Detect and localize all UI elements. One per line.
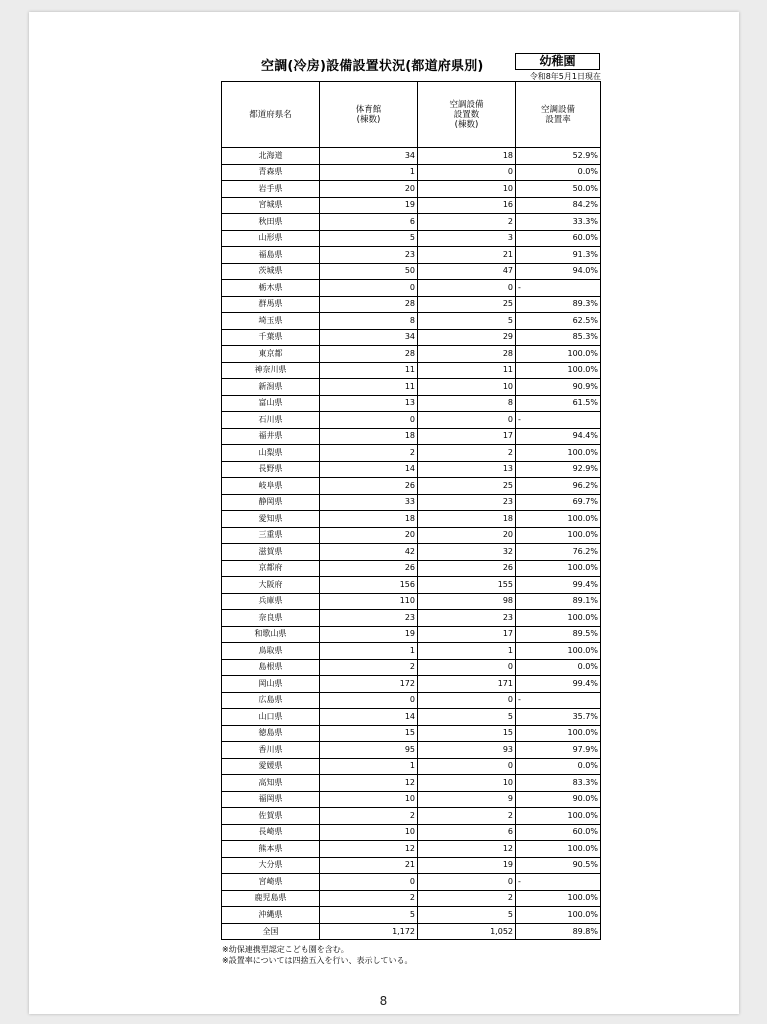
cell-gym: 11 — [320, 379, 418, 396]
header-ac-rate: 空調設備 設置率 — [516, 82, 601, 148]
cell-gym: 33 — [320, 494, 418, 511]
cell-ac-rate: - — [516, 280, 601, 297]
cell-gym: 26 — [320, 478, 418, 495]
cell-ac-rate: 100.0% — [516, 643, 601, 660]
table-row — [222, 527, 601, 544]
cell-ac-count: 8 — [418, 395, 516, 412]
cell-ac-count: 25 — [418, 478, 516, 495]
cell-ac-rate: 33.3% — [516, 214, 601, 231]
cell-ac-count: 17 — [418, 428, 516, 445]
cell-ac-rate: 89.1% — [516, 593, 601, 610]
footnotes — [222, 944, 413, 966]
cell-prefecture: 愛知県 — [222, 511, 320, 528]
table-row — [222, 329, 601, 346]
cell-ac-rate: 100.0% — [516, 907, 601, 924]
cell-ac-count: 6 — [418, 824, 516, 841]
header-prefecture: 都道府県名 — [222, 82, 320, 148]
cell-gym: 28 — [320, 296, 418, 313]
table-row — [222, 362, 601, 379]
table-row — [222, 263, 601, 280]
table-row — [222, 874, 601, 891]
cell-gym: 18 — [320, 428, 418, 445]
cell-prefecture: 福井県 — [222, 428, 320, 445]
cell-prefecture: 三重県 — [222, 527, 320, 544]
cell-ac-count: 18 — [418, 511, 516, 528]
cell-prefecture: 鳥取県 — [222, 643, 320, 660]
cell-prefecture: 宮崎県 — [222, 874, 320, 891]
cell-gym: 19 — [320, 197, 418, 214]
cell-ac-count: 11 — [418, 362, 516, 379]
cell-ac-rate: 52.9% — [516, 148, 601, 165]
cell-ac-rate: 84.2% — [516, 197, 601, 214]
table-row — [222, 445, 601, 462]
cell-ac-count: 2 — [418, 445, 516, 462]
cell-prefecture: 富山県 — [222, 395, 320, 412]
table-row — [222, 709, 601, 726]
table-row — [222, 296, 601, 313]
cell-ac-count: 20 — [418, 527, 516, 544]
cell-ac-rate: 89.3% — [516, 296, 601, 313]
cell-gym: 2 — [320, 890, 418, 907]
cell-prefecture: 茨城県 — [222, 263, 320, 280]
table-row — [222, 676, 601, 693]
cell-ac-count: 5 — [418, 709, 516, 726]
cell-prefecture: 高知県 — [222, 775, 320, 792]
cell-ac-count: 12 — [418, 841, 516, 858]
cell-gym: 0 — [320, 692, 418, 709]
table-row — [222, 692, 601, 709]
cell-ac-count: 0 — [418, 692, 516, 709]
cell-prefecture: 福島県 — [222, 247, 320, 264]
cell-prefecture: 山口県 — [222, 709, 320, 726]
cell-gym: 19 — [320, 626, 418, 643]
cell-ac-rate: 90.9% — [516, 379, 601, 396]
cell-ac-count: 9 — [418, 791, 516, 808]
cell-gym: 10 — [320, 824, 418, 841]
cell-gym: 0 — [320, 412, 418, 429]
cell-ac-count: 15 — [418, 725, 516, 742]
cell-gym: 10 — [320, 791, 418, 808]
cell-prefecture: 山梨県 — [222, 445, 320, 462]
table-row — [222, 890, 601, 907]
cell-ac-count: 5 — [418, 313, 516, 330]
cell-prefecture: 岩手県 — [222, 181, 320, 198]
cell-ac-rate: 60.0% — [516, 824, 601, 841]
cell-prefecture: 青森県 — [222, 164, 320, 181]
cell-ac-count: 0 — [418, 874, 516, 891]
table-row — [222, 857, 601, 874]
cell-gym: 15 — [320, 725, 418, 742]
cell-ac-count: 98 — [418, 593, 516, 610]
table-row — [222, 395, 601, 412]
cell-gym: 26 — [320, 560, 418, 577]
cell-gym: 2 — [320, 445, 418, 462]
header-gym: 体育館 (棟数) — [320, 82, 418, 148]
cell-prefecture: 香川県 — [222, 742, 320, 759]
table-row — [222, 511, 601, 528]
cell-ac-count: 1 — [418, 643, 516, 660]
cell-ac-count: 23 — [418, 610, 516, 627]
cell-prefecture: 愛媛県 — [222, 758, 320, 775]
table-row — [222, 428, 601, 445]
cell-ac-count: 28 — [418, 346, 516, 363]
cell-gym: 42 — [320, 544, 418, 561]
cell-ac-rate: 100.0% — [516, 610, 601, 627]
cell-prefecture: 埼玉県 — [222, 313, 320, 330]
cell-prefecture: 石川県 — [222, 412, 320, 429]
cell-gym: 0 — [320, 280, 418, 297]
table-row — [222, 214, 601, 231]
total-row — [222, 923, 601, 939]
table-row — [222, 544, 601, 561]
cell-prefecture: 奈良県 — [222, 610, 320, 627]
cell-gym: 110 — [320, 593, 418, 610]
cell-ac-count: 3 — [418, 230, 516, 247]
cell-gym: 20 — [320, 181, 418, 198]
cell-prefecture: 熊本県 — [222, 841, 320, 858]
cell-ac-rate: 62.5% — [516, 313, 601, 330]
cell-prefecture: 鹿児島県 — [222, 890, 320, 907]
cell-ac-count: 0 — [418, 412, 516, 429]
page-number: 8 — [379, 994, 388, 1008]
cell-ac-rate: 50.0% — [516, 181, 601, 198]
table-row — [222, 643, 601, 660]
cell-gym: 95 — [320, 742, 418, 759]
cell-gym: 156 — [320, 577, 418, 594]
cell-ac-rate: 85.3% — [516, 329, 601, 346]
cell-prefecture: 秋田県 — [222, 214, 320, 231]
cell-ac-count: 10 — [418, 775, 516, 792]
cell-ac-count: 0 — [418, 659, 516, 676]
cell-ac-count: 23 — [418, 494, 516, 511]
cell-ac-rate: 0.0% — [516, 659, 601, 676]
cell-ac-count: 5 — [418, 907, 516, 924]
cell-prefecture: 岡山県 — [222, 676, 320, 693]
cell-gym: 5 — [320, 907, 418, 924]
table-row — [222, 725, 601, 742]
cell-ac-count: 25 — [418, 296, 516, 313]
cell-ac-count: 2 — [418, 214, 516, 231]
cell-ac-rate: 100.0% — [516, 808, 601, 825]
table-row — [222, 181, 601, 198]
table-header-row — [222, 82, 601, 148]
cell-gym: 34 — [320, 148, 418, 165]
cell-gym: 2 — [320, 808, 418, 825]
cell-gym: 14 — [320, 709, 418, 726]
cell-ac-count: 17 — [418, 626, 516, 643]
cell-prefecture: 神奈川県 — [222, 362, 320, 379]
cell-ac-rate: 90.5% — [516, 857, 601, 874]
cell-gym: 12 — [320, 841, 418, 858]
cell-prefecture: 兵庫県 — [222, 593, 320, 610]
cell-ac-rate: 97.9% — [516, 742, 601, 759]
cell-prefecture: 京都府 — [222, 560, 320, 577]
cell-gym: 13 — [320, 395, 418, 412]
table-body — [222, 148, 601, 924]
cell-ac-count: 19 — [418, 857, 516, 874]
cell-prefecture: 大阪府 — [222, 577, 320, 594]
cell-ac-count: 10 — [418, 181, 516, 198]
cell-prefecture: 静岡県 — [222, 494, 320, 511]
header-ac-count: 空調設備 設置数 (棟数) — [418, 82, 516, 148]
page-title: 空調(冷房)設備設置状況(都道府県別) — [261, 59, 484, 74]
table-row — [222, 659, 601, 676]
cell-prefecture: 福岡県 — [222, 791, 320, 808]
cell-ac-count: 13 — [418, 461, 516, 478]
cell-prefecture: 長野県 — [222, 461, 320, 478]
cell-ac-rate: 100.0% — [516, 511, 601, 528]
cell-prefecture: 宮城県 — [222, 197, 320, 214]
cell-ac-rate: - — [516, 692, 601, 709]
cell-gym: 50 — [320, 263, 418, 280]
table-row — [222, 758, 601, 775]
cell-ac-count: 0 — [418, 164, 516, 181]
cell-gym: 5 — [320, 230, 418, 247]
table-row — [222, 197, 601, 214]
cell-ac-rate: 76.2% — [516, 544, 601, 561]
cell-ac-rate: 35.7% — [516, 709, 601, 726]
cell-prefecture: 大分県 — [222, 857, 320, 874]
cell-prefecture: 千葉県 — [222, 329, 320, 346]
cell-prefecture: 和歌山県 — [222, 626, 320, 643]
table-row — [222, 907, 601, 924]
cell-gym: 21 — [320, 857, 418, 874]
cell-gym: 1 — [320, 164, 418, 181]
footnote: ※設置率については四捨五入を行い、表示している。 — [222, 956, 413, 965]
cell-prefecture: 沖縄県 — [222, 907, 320, 924]
cell-ac-count: 32 — [418, 544, 516, 561]
table-row — [222, 593, 601, 610]
cell-ac-rate: 69.7% — [516, 494, 601, 511]
cell-gym: 2 — [320, 659, 418, 676]
cell-ac-count: 171 — [418, 676, 516, 693]
cell-gym: 12 — [320, 775, 418, 792]
footnote: ※幼保連携型認定こども園を含む。 — [222, 945, 349, 954]
table-row — [222, 148, 601, 165]
cell-prefecture: 滋賀県 — [222, 544, 320, 561]
table-row — [222, 280, 601, 297]
cell-gym: 11 — [320, 362, 418, 379]
cell-ac-rate: - — [516, 412, 601, 429]
table-row — [222, 824, 601, 841]
cell-prefecture: 岐阜県 — [222, 478, 320, 495]
cell-prefecture: 栃木県 — [222, 280, 320, 297]
cell-ac-rate: 61.5% — [516, 395, 601, 412]
cell-ac-count: 21 — [418, 247, 516, 264]
table-row — [222, 313, 601, 330]
cell-prefecture: 島根県 — [222, 659, 320, 676]
cell-ac-rate: 100.0% — [516, 362, 601, 379]
cell-ac-count: 93 — [418, 742, 516, 759]
cell-ac-count: 47 — [418, 263, 516, 280]
cell-gym: 0 — [320, 874, 418, 891]
cell-ac-count: 16 — [418, 197, 516, 214]
cell-gym: 14 — [320, 461, 418, 478]
table-row — [222, 808, 601, 825]
cell-gym: 6 — [320, 214, 418, 231]
cell-gym: 1 — [320, 758, 418, 775]
cell-prefecture: 徳島県 — [222, 725, 320, 742]
cell-prefecture: 広島県 — [222, 692, 320, 709]
cell-prefecture: 新潟県 — [222, 379, 320, 396]
cell-ac-count: 2 — [418, 890, 516, 907]
table-row — [222, 791, 601, 808]
table-row — [222, 478, 601, 495]
cell-ac-count: 0 — [418, 280, 516, 297]
cell-ac-rate: 99.4% — [516, 676, 601, 693]
cell-ac-rate: 94.4% — [516, 428, 601, 445]
cell-ac-rate: 96.2% — [516, 478, 601, 495]
cell-gym: 1 — [320, 643, 418, 660]
cell-gym: 34 — [320, 329, 418, 346]
cell-prefecture: 佐賀県 — [222, 808, 320, 825]
data-table — [221, 81, 601, 940]
cell-ac-count: 29 — [418, 329, 516, 346]
total-label: 全国 — [222, 923, 320, 939]
cell-gym: 23 — [320, 610, 418, 627]
cell-ac-rate: 100.0% — [516, 725, 601, 742]
cell-ac-rate: 91.3% — [516, 247, 601, 264]
table-row — [222, 247, 601, 264]
total-rate: 89.8% — [516, 923, 601, 939]
total-ac: 1,052 — [418, 923, 516, 939]
cell-ac-rate: 60.0% — [516, 230, 601, 247]
cell-ac-rate: 0.0% — [516, 164, 601, 181]
table-row — [222, 412, 601, 429]
cell-gym: 20 — [320, 527, 418, 544]
cell-ac-rate: 94.0% — [516, 263, 601, 280]
table-row — [222, 164, 601, 181]
cell-ac-rate: 89.5% — [516, 626, 601, 643]
cell-ac-rate: 0.0% — [516, 758, 601, 775]
cell-ac-rate: 100.0% — [516, 841, 601, 858]
table-row — [222, 610, 601, 627]
total-gym: 1,172 — [320, 923, 418, 939]
category-label: 幼稚園 — [515, 53, 600, 70]
cell-ac-count: 2 — [418, 808, 516, 825]
cell-gym: 18 — [320, 511, 418, 528]
table-row — [222, 494, 601, 511]
cell-prefecture: 東京都 — [222, 346, 320, 363]
cell-prefecture: 北海道 — [222, 148, 320, 165]
table-row — [222, 461, 601, 478]
table-row — [222, 775, 601, 792]
cell-gym: 23 — [320, 247, 418, 264]
table-row — [222, 841, 601, 858]
table-row — [222, 379, 601, 396]
table-row — [222, 742, 601, 759]
cell-ac-count: 26 — [418, 560, 516, 577]
cell-gym: 8 — [320, 313, 418, 330]
cell-prefecture: 山形県 — [222, 230, 320, 247]
cell-ac-count: 10 — [418, 379, 516, 396]
cell-ac-rate: 100.0% — [516, 560, 601, 577]
cell-ac-rate: - — [516, 874, 601, 891]
table-row — [222, 577, 601, 594]
cell-gym: 172 — [320, 676, 418, 693]
cell-ac-rate: 83.3% — [516, 775, 601, 792]
table-row — [222, 560, 601, 577]
cell-ac-count: 0 — [418, 758, 516, 775]
cell-prefecture: 群馬県 — [222, 296, 320, 313]
cell-ac-rate: 90.0% — [516, 791, 601, 808]
cell-gym: 28 — [320, 346, 418, 363]
table-row — [222, 230, 601, 247]
cell-ac-rate: 100.0% — [516, 890, 601, 907]
cell-ac-rate: 100.0% — [516, 445, 601, 462]
cell-ac-count: 155 — [418, 577, 516, 594]
document-page — [29, 12, 739, 1014]
as-of-date: 令和8年5月1日現在 — [529, 72, 601, 81]
cell-ac-rate: 92.9% — [516, 461, 601, 478]
table-row — [222, 346, 601, 363]
cell-ac-rate: 100.0% — [516, 346, 601, 363]
cell-ac-rate: 100.0% — [516, 527, 601, 544]
cell-ac-count: 18 — [418, 148, 516, 165]
cell-prefecture: 長崎県 — [222, 824, 320, 841]
table-row — [222, 626, 601, 643]
cell-ac-rate: 99.4% — [516, 577, 601, 594]
